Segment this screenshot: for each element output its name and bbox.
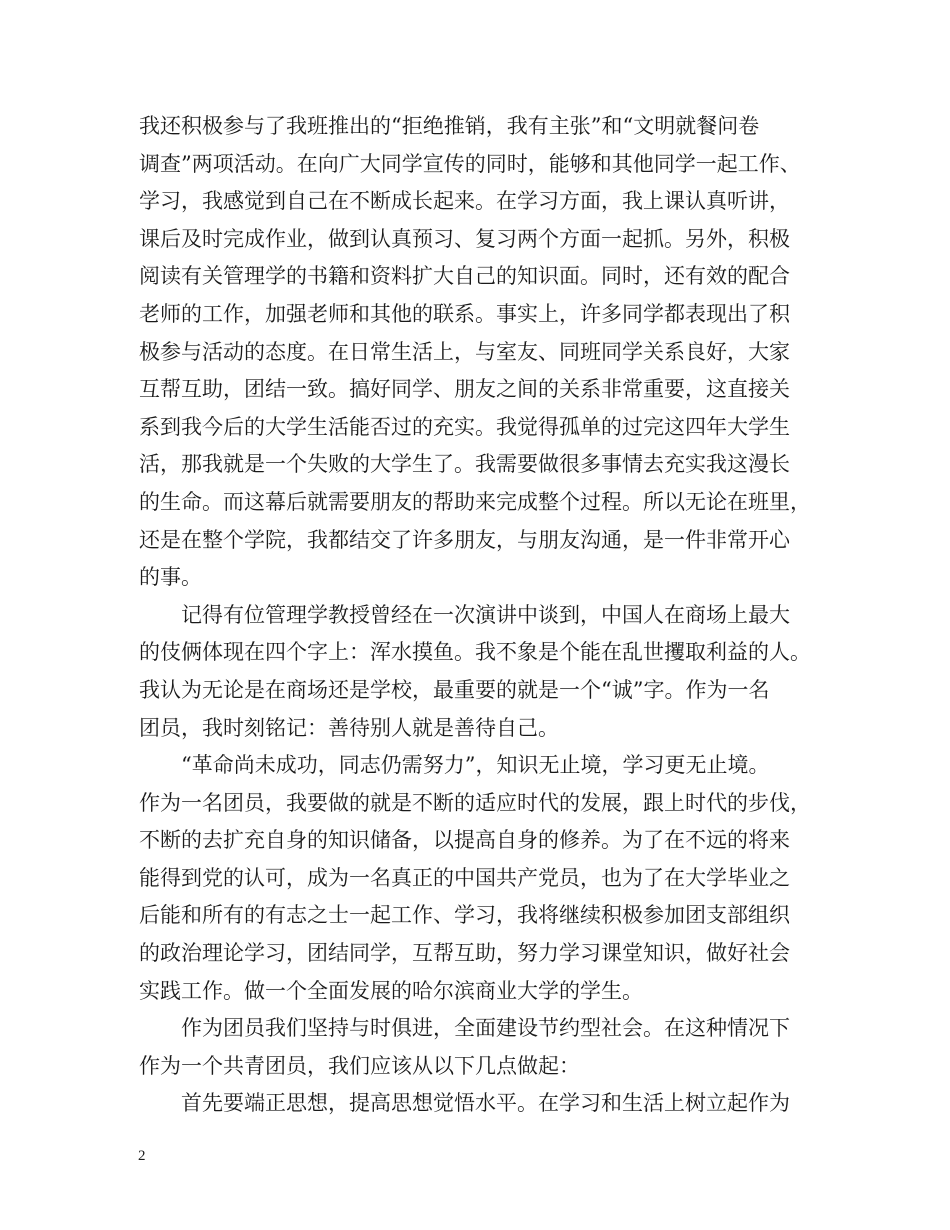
text-line: 团员，我时刻铭记：善待别人就是善待自己。 [139, 715, 559, 740]
text-line: 课后及时完成作业，做到认真预习、复习两个方面一起抓。另外，积极 [139, 226, 790, 251]
text-line: 老师的工作，加强老师和其他的联系。事实上，许多同学都表现出了积 [139, 301, 790, 326]
text-line: 的政治理论学习，团结同学，互帮互助，努力学习课堂知识，做好社会 [139, 941, 790, 966]
text-line: 还是在整个学院，我都结交了许多朋友，与朋友沟通，是一件非常开心 [139, 527, 790, 552]
text-line: 作为一个共青团员，我们应该从以下几点做起： [139, 1053, 580, 1078]
text-line: 的生命。而这幕后就需要朋友的帮助来完成整个过程。所以无论在班里， [139, 489, 811, 514]
text-line: 后能和所有的有志之士一起工作、学习，我将继续积极参加团支部组织 [139, 903, 790, 928]
text-line: 首先要端正思想，提高思想觉悟水平。在学习和生活上树立起作为 [139, 1091, 790, 1116]
page-number: 2 [138, 1148, 146, 1164]
text-line: 互帮互助，团结一致。搞好同学、朋友之间的关系非常重要，这直接关 [139, 377, 790, 402]
text-line: 系到我今后的大学生活能否过的充实。我觉得孤单的过完这四年大学生 [139, 414, 790, 439]
text-line: 记得有位管理学教授曾经在一次演讲中谈到，中国人在商场上最大 [139, 602, 790, 627]
text-line: 学习，我感觉到自己在不断成长起来。在学习方面，我上课认真听讲， [139, 189, 790, 214]
text-line: 不断的去扩充自身的知识储备，以提高自身的修养。为了在不远的将来 [139, 828, 790, 853]
text-line: 我认为无论是在商场还是学校，最重要的就是一个“诚”字。作为一名 [139, 677, 770, 702]
text-line: 极参与活动的态度。在日常生活上，与室友、同班同学关系良好，大家 [139, 339, 790, 364]
text-line: 作为团员我们坚持与时俱进，全面建设节约型社会。在这种情况下 [139, 1016, 790, 1041]
text-line: 能得到党的认可，成为一名真正的中国共产党员，也为了在大学毕业之 [139, 865, 790, 890]
text-line: 阅读有关管理学的书籍和资料扩大自己的知识面。同时，还有效的配合 [139, 264, 790, 289]
text-line: 活，那我就是一个失败的大学生了。我需要做很多事情去充实我这漫长 [139, 452, 790, 477]
text-line: “革命尚未成功，同志仍需努力”，知识无止境，学习更无止境。 [139, 753, 770, 778]
text-line: 我还积极参与了我班推出的“拒绝推销，我有主张”和“文明就餐问卷 [139, 114, 760, 138]
text-line: 的伎俩体现在四个字上：浑水摸鱼。我不象是个能在乱世攫取利益的人。 [139, 640, 811, 665]
text-line: 作为一名团员，我要做的就是不断的适应时代的发展，跟上时代的步伐， [139, 790, 811, 815]
text-line: 的事。 [139, 565, 202, 590]
text-line: 调查”两项活动。在向广大同学宣传的同时，能够和其他同学一起工作、 [139, 151, 801, 176]
body-text [139, 108, 839, 1123]
text-line: 实践工作。做一个全面发展的哈尔滨商业大学的学生。 [139, 978, 643, 1003]
